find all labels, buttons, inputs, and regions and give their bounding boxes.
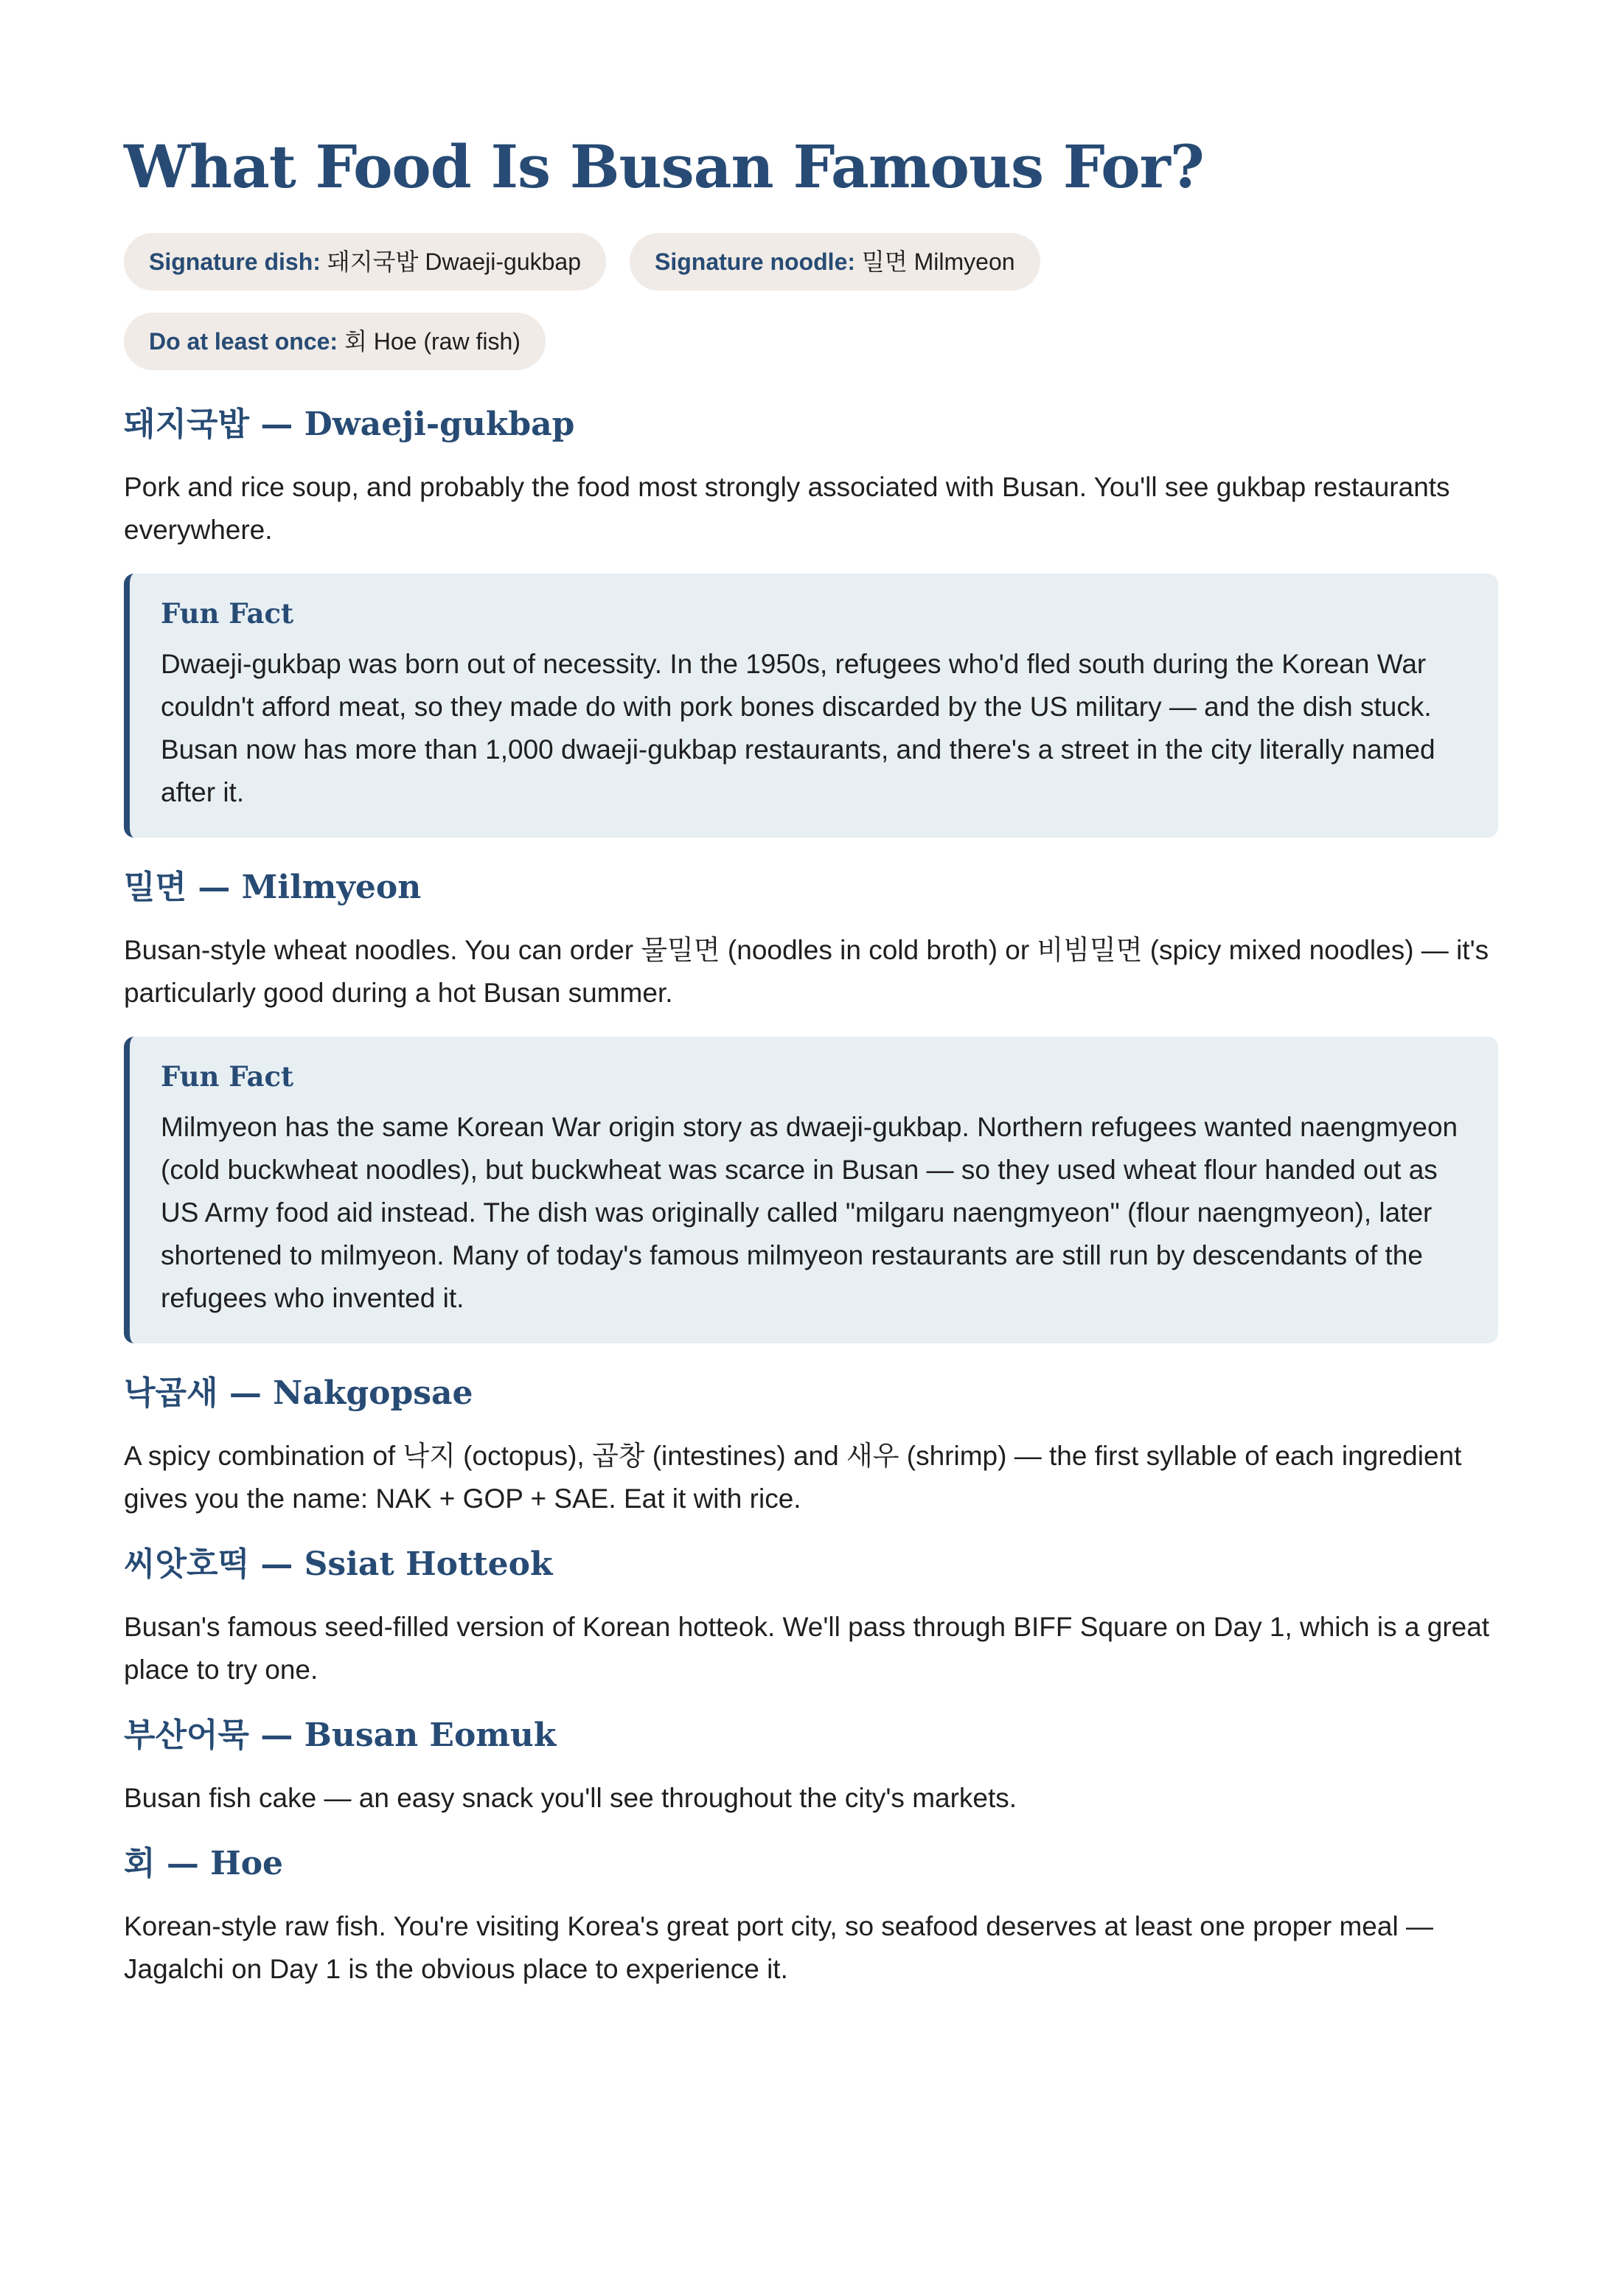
section-heading: 돼지국밥 — Dwaeji-gukbap [124, 406, 575, 443]
section-text: Busan-style wheat noodles. You can order 물밀면 (noodles in cold broth) or 비빔밀면 (spicy mixed noodles) — it's particularly good during a hot Busan summer. [124, 935, 1489, 1008]
pill-label: Do at least once: [149, 328, 338, 355]
section-text: Busan fish cake — an easy snack you'll see throughout the city's markets. [124, 1783, 1017, 1813]
section-heading: 낙곱새 — Nakgopsae [124, 1374, 473, 1412]
callout-title: Fun Fact [161, 597, 294, 630]
section-heading: 밀면 — Milmyeon [124, 869, 422, 906]
section-heading: 씨앗호떡 — Ssiat Hotteok [124, 1545, 553, 1583]
callout-text: Milmyeon has the same Korean War origin story as dwaeji-gukbap. Northern refugees wanted naengmyeon (cold buckwheat noodles), but buckwheat was scarce in Busan — so they used wheat flour handed out as US Army food aid instead. The dish was originally called "milgaru naengmyeon" (flour naengmyeon), later shortened to milmyeon. Many of today's famous milmyeon restaurants are still run by descendants of the refugees who invented it. [161, 1112, 1458, 1313]
pill-do-at-least-once [124, 313, 546, 370]
callout-title: Fun Fact [161, 1060, 294, 1093]
section-ssiat-hotteok [124, 1542, 1498, 1691]
pill-value: 밀면 Milmyeon [861, 248, 1015, 275]
section-text: Pork and rice soup, and probably the food most strongly associated with Busan. You'll see gukbap restaurants everywhere. [124, 472, 1450, 545]
pill-label: Signature dish: [149, 248, 321, 275]
summary-pills [124, 233, 1230, 370]
pill-label: Signature noodle: [655, 248, 856, 275]
section-text: A spicy combination of 낙지 (octopus), 곱창 (intestines) and 새우 (shrimp) — the first syllable of each ingredient gives you the name: NAK + GOP + SAE. Eat it with rice. [124, 1441, 1462, 1514]
section-milmyeon [124, 866, 1498, 1343]
section-text: Busan's famous seed-filled version of Korean hotteok. We'll pass through BIFF Square on Day 1, which is a great place to try one. [124, 1612, 1490, 1685]
fun-fact-callout [124, 1037, 1498, 1343]
pill-signature-dish [124, 233, 606, 291]
page-title: What Food Is Busan Famous For? [124, 132, 1204, 201]
fun-fact-callout [124, 574, 1498, 838]
section-heading: 회 — Hoe [124, 1845, 284, 1882]
section-text: Korean-style raw fish. You're visiting Korea's great port city, so seafood deserves at least one proper meal — Jagalchi on Day 1 is the obvious place to experience it. [124, 1911, 1433, 1984]
section-dwaeji-gukbap [124, 403, 1498, 838]
section-hoe [124, 1842, 1498, 1991]
section-heading: 부산어묵 — Busan Eomuk [124, 1716, 557, 1754]
section-busan-eomuk [124, 1714, 1498, 1820]
section-nakgopsae [124, 1371, 1498, 1520]
pill-signature-noodle [630, 233, 1040, 291]
pill-value: 돼지국밥 Dwaeji-gukbap [327, 248, 582, 275]
pill-value: 회 Hoe (raw fish) [344, 328, 521, 355]
callout-text: Dwaeji-gukbap was born out of necessity. In the 1950s, refugees who'd fled south during the Korean War couldn't afford meat, so they made do with pork bones discarded by the US military — and the dish stuck. Busan now has more than 1,000 dwaeji-gukbap restaurants, and there's a street in the city literally named after it. [161, 649, 1435, 807]
